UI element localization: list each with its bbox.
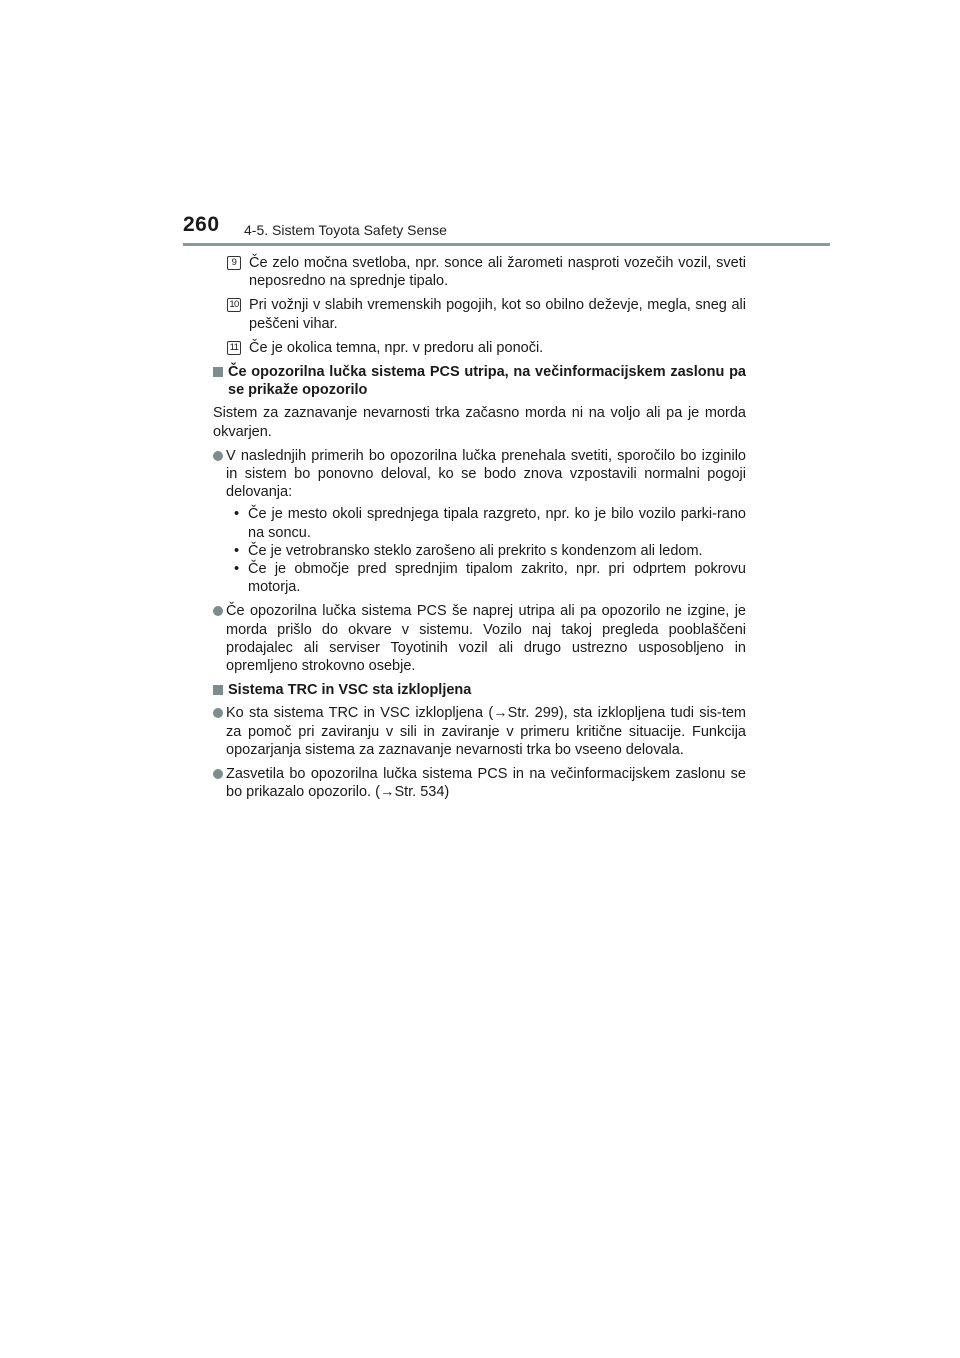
square-bullet-icon — [213, 367, 223, 377]
step-number-badge: 11 — [227, 341, 241, 355]
list-item — [213, 765, 746, 801]
header-rule — [183, 243, 830, 246]
sub-list-item — [226, 560, 746, 596]
step-item — [213, 254, 746, 290]
list-item-text: Če opozorilna lučka sistema PCS še naprej utripa ali pa opozorilo ne izgine, je morda prišlo do okvare v sistemu. Vozilo naj takoj pregleda pooblaščeni prodajalec ali serviser Toyotinih vozil ali drugo ustrezno usposobljeno in opremljeno strokovno osebje. — [226, 603, 746, 675]
step-item — [213, 339, 746, 357]
round-bullet-icon — [213, 606, 223, 616]
sub-list-item — [226, 542, 746, 560]
sub-list-item-text: Če je mesto okoli sprednjega tipala razgreto, npr. ko je bilo vozilo parki-rano na soncu. — [248, 506, 746, 541]
step-text: Če je okolica temna, npr. v predoru ali ponoči. — [249, 339, 544, 356]
bullet-dot: • — [234, 561, 240, 578]
section-heading — [213, 363, 746, 399]
step-number-badge: 9 — [227, 256, 241, 270]
section-heading-text: Sistema TRC in VSC sta izklopljena — [228, 682, 472, 699]
sub-list-item-text: Če je vetrobransko steklo zarošeno ali prekrito s kondenzom ali ledom. — [248, 542, 703, 559]
page-content — [213, 254, 746, 807]
step-text: Če zelo močna svetloba, npr. sonce ali žarometi nasproti vozečih vozil, sveti neposredno na sprednje tipalo. — [249, 255, 746, 290]
list-item-text: V naslednjih primerih bo opozorilna lučka prenehala svetiti, sporočilo bo izginilo in sistem bo ponovno deloval, ko se bodo znova vzpostavili normalni pogoji delovanja: — [226, 447, 746, 501]
section-title: 4-5. Sistem Toyota Safety Sense — [244, 222, 447, 238]
sub-list-item-text: Če je območje pred sprednjim tipalom zakrito, npr. pri odprtem pokrovu motorja. — [248, 561, 746, 596]
round-bullet-icon — [213, 769, 223, 779]
page-number: 260 — [183, 213, 220, 236]
round-bullet-icon — [213, 451, 223, 461]
section-heading-text: Če opozorilna lučka sistema PCS utripa, na večinformacijskem zaslonu pa se prikaže opozorilo — [228, 364, 746, 399]
list-item — [213, 704, 746, 759]
bullet-dot: • — [234, 542, 240, 559]
section-intro: Sistem za zaznavanje nevarnosti trka začasno morda ni na voljo ali pa je morda okvarjen. — [213, 405, 746, 440]
list-item-text: Zasvetila bo opozorilna lučka sistema PCS in na večinformacijskem zaslonu se bo prikazalo opozorilo. (→Str. 534) — [226, 766, 746, 801]
square-bullet-icon — [213, 685, 223, 695]
sub-list-item — [226, 505, 746, 541]
list-item-text: Ko sta sistema TRC in VSC izklopljena (→Str. 299), sta izklopljena tudi sis-tem za pomoč pri zaviranju v sili in zaviranje v primeru kritične situacije. Funkcija opozarjanja sistema za zaznavanje nevarnosti trka bo vseeno delovala. — [226, 705, 746, 758]
step-item — [213, 296, 746, 332]
step-number-badge: 10 — [227, 298, 241, 312]
list-item — [213, 447, 746, 597]
list-item — [213, 602, 746, 675]
round-bullet-icon — [213, 708, 223, 718]
section-heading — [213, 681, 746, 699]
step-text: Pri vožnji v slabih vremenskih pogojih, kot so obilno deževje, megla, sneg ali peščeni vihar. — [249, 297, 746, 332]
sub-list — [226, 505, 746, 596]
bullet-dot: • — [234, 506, 240, 523]
